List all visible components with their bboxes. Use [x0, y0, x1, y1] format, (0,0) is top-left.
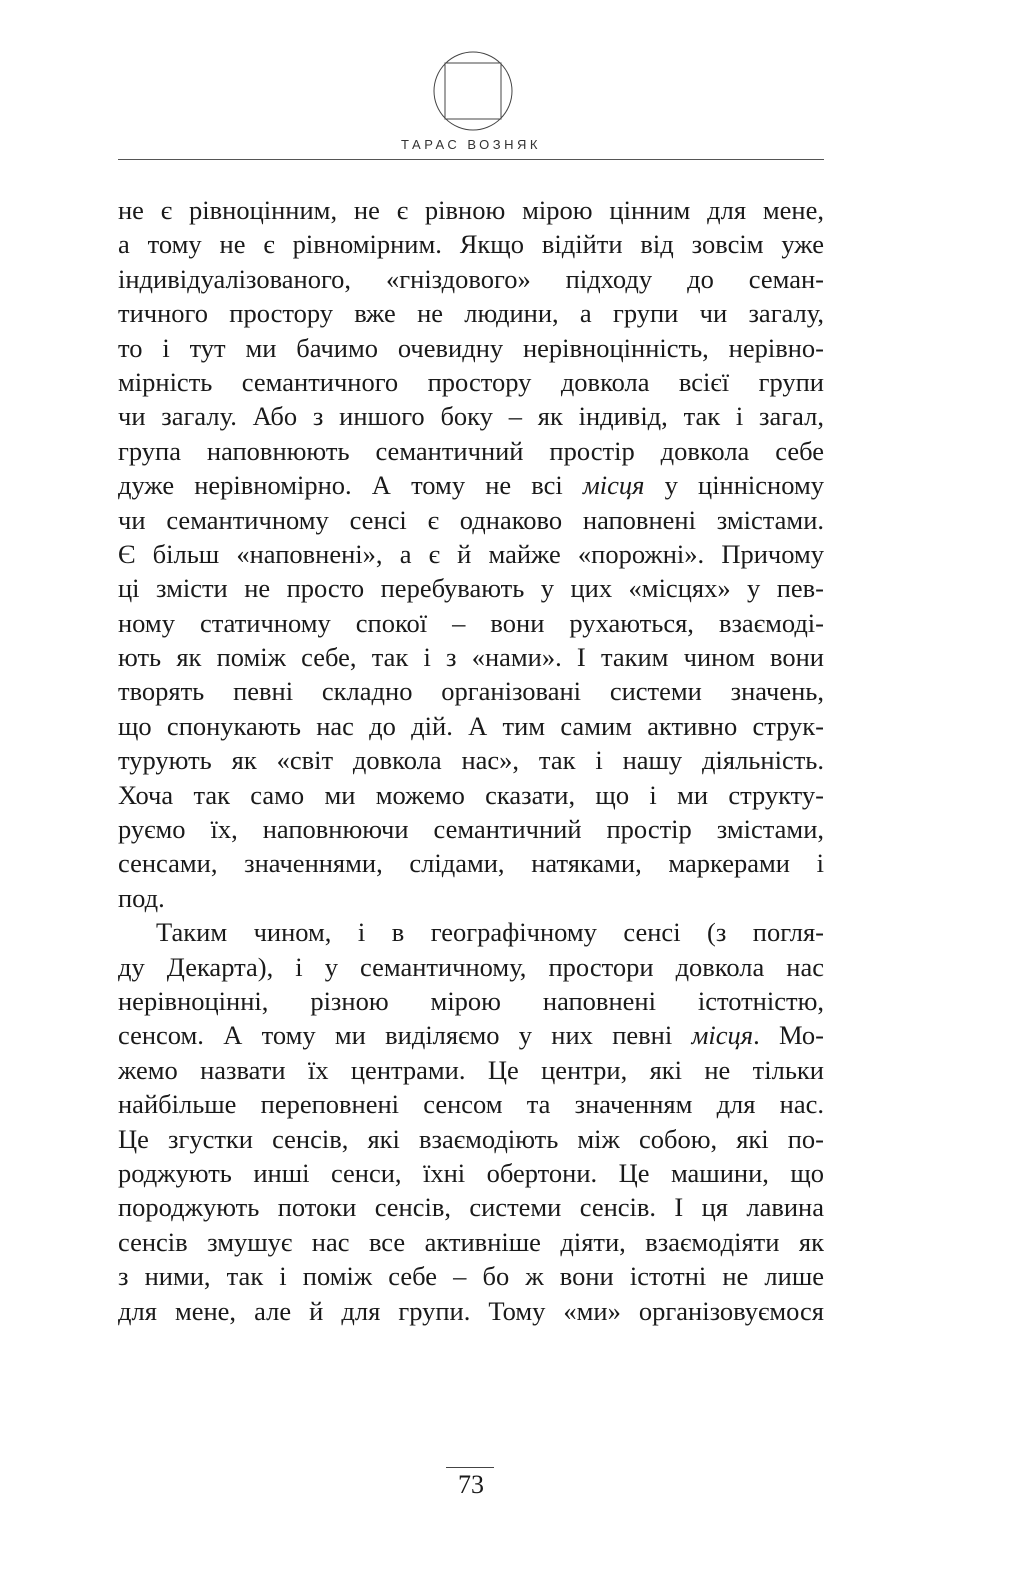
text-line: сенсами, значеннями, слідами, натяками, маркерами і: [118, 848, 824, 879]
text-line: чи семантичному сенсі є однаково наповнені змістами.: [118, 504, 824, 535]
text-line: найбільше переповнені сенсом та значенням для нас.: [118, 1089, 824, 1120]
text-line: індивідуалізованого, «гніздового» підходу до семан-: [118, 263, 824, 294]
text-line: творять певні складно організовані системи значень,: [118, 676, 824, 707]
text-line: под.: [118, 882, 165, 913]
page-number: 73: [458, 1470, 484, 1499]
text-line: ють як поміж себе, так і з «нами». І таким чином вони: [118, 642, 824, 673]
folio-rule: [446, 1467, 494, 1468]
text-line: роджують инші сенси, їхні обертони. Це машини, що: [118, 1157, 824, 1188]
text-line: жемо назвати їх центрами. Це центри, які не тільки: [118, 1054, 824, 1085]
text-line: тичного простору вже не людини, а групи чи загалу,: [118, 298, 824, 329]
header-rule: [118, 159, 824, 160]
text-line: чи загалу. Або з иншого боку – як індивід, так і загал,: [118, 401, 824, 432]
text-line: а тому не є рівномірним. Якщо відійти від зовсім уже: [118, 229, 824, 260]
body-text: [118, 193, 824, 1328]
italic-term: місця: [582, 470, 645, 501]
text-line: Це згустки сенсів, які взаємодіють між собою, які по-: [118, 1123, 824, 1154]
text-line: нерівноцінні, різною мірою наповнені істотністю,: [118, 985, 824, 1016]
text-line: сенсів змушує нас все активніше діяти, взаємодіяти як: [118, 1226, 824, 1257]
text-line: породжують потоки сенсів, системи сенсів. І ця лавина: [118, 1192, 824, 1223]
text-line: руємо їх, наповнюючи семантичний простір змістами,: [118, 814, 824, 845]
text-line: Таким чином, і в географічному сенсі (з погля-: [156, 917, 824, 948]
text-line: для мене, але й для групи. Тому «ми» організовуємося: [118, 1295, 824, 1326]
running-head: ТАРАС ВОЗНЯК: [401, 137, 541, 152]
text-line: Хоча так само ми можемо сказати, що і ми структу-: [118, 779, 824, 810]
text-line: що спонукають нас до дій. А тим самим активно струк-: [118, 710, 824, 741]
text-line: ці змісти не просто перебувають у цих «місцях» у пев-: [118, 573, 824, 604]
text-line: мірність семантичного простору довкола всієї групи: [118, 366, 824, 397]
text-line: не є рівноцінним, не є рівною мірою цінним для мене,: [118, 195, 824, 225]
text-line: група наповнюють семантичний простір довкола себе: [118, 435, 824, 466]
circle-square-logo-icon: [432, 50, 514, 132]
text-line: Є більш «наповнені», а є й майже «порожні». Причому: [118, 538, 824, 569]
text-line: дуже нерівномірно. А тому не всі місця у ціннісному: [118, 470, 824, 501]
text-line: з ними, так і поміж себе – бо ж вони істотні не лише: [118, 1261, 824, 1292]
text-line: турують як «світ довкола нас», так і нашу діяльність.: [118, 745, 824, 776]
italic-term: місця: [691, 1020, 754, 1051]
text-line: ному статичному спокої – вони рухаються, взаємоді-: [118, 607, 824, 638]
text-line: то і тут ми бачимо очевидну нерівноцінність, нерівно-: [118, 332, 824, 363]
text-line: ду Декарта), і у семантичному, простори довкола нас: [118, 951, 824, 982]
text-line: сенсом. А тому ми виділяємо у них певні місця. Мо-: [118, 1020, 824, 1051]
